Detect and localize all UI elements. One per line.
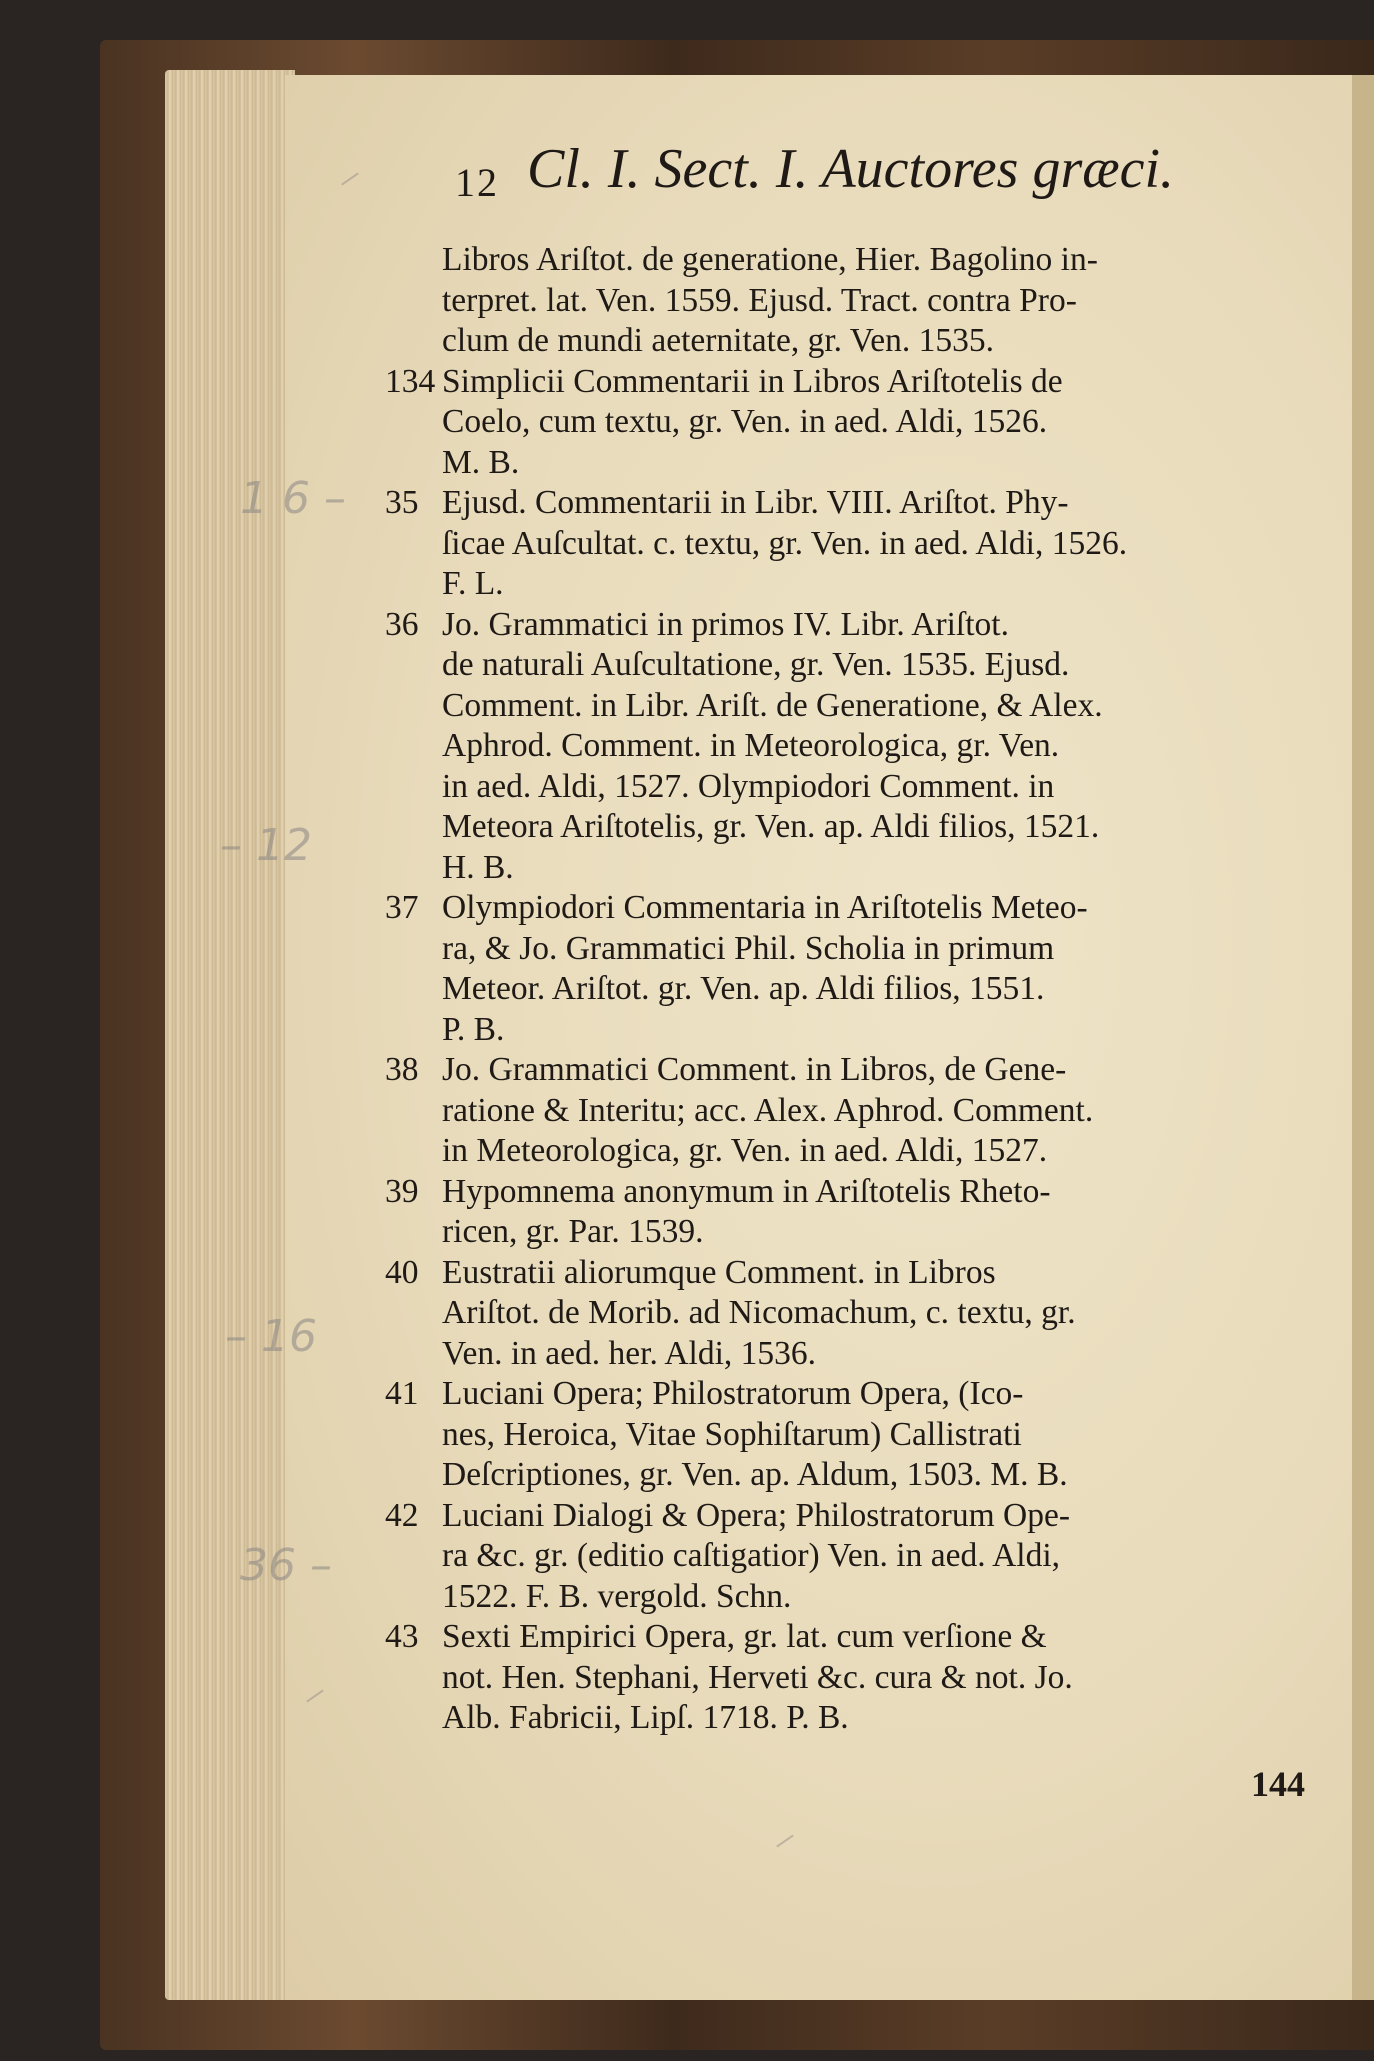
entry-text: in Meteorologica, gr. Ven. in aed. Aldi, 1527.	[442, 1132, 1048, 1169]
entry-number: 134	[385, 362, 436, 400]
margin-note: – 12	[220, 820, 312, 871]
entry-text: Olympiodori Commentaria in Ariſtotelis Meteo-	[442, 889, 1088, 926]
entry-line	[385, 1212, 1285, 1253]
entry-number: 43	[385, 1618, 419, 1655]
entry-line	[385, 443, 1285, 484]
pencil-mark	[341, 172, 359, 185]
entry-text: in aed. Aldi, 1527. Olympiodori Comment. in	[442, 767, 1055, 805]
entry-line	[385, 1131, 1285, 1172]
entry-line	[385, 726, 1285, 767]
entry-text: Jo. Grammatici Comment. in Libros, de Gene-	[442, 1051, 1067, 1088]
entry-text: P. B.	[442, 1010, 505, 1048]
entry-text: Libros Ariſtot. de generatione, Hier. Bagolino in-	[442, 241, 1098, 278]
entry-line	[385, 1455, 1285, 1496]
entry-line	[385, 1091, 1285, 1132]
entry-text: Aphrod. Comment. in Meteorologica, gr. Ven.	[442, 727, 1060, 764]
entry-text: Sexti Empirici Opera, gr. lat. cum verſione &	[442, 1618, 1047, 1655]
entry-text: Meteor. Ariſtot. gr. Ven. ap. Aldi filios, 1551.	[442, 970, 1045, 1007]
entry-text: ricen, gr. Par. 1539.	[442, 1213, 704, 1250]
entry-line	[385, 605, 1285, 646]
entry-number: 40	[385, 1253, 419, 1291]
margin-note: 1 6 –	[240, 473, 346, 524]
entry-line	[385, 848, 1285, 889]
entry-line	[385, 645, 1285, 686]
entry-line	[385, 240, 1285, 281]
entry-line	[385, 929, 1285, 970]
entry-line	[385, 402, 1285, 443]
entry-line	[385, 1334, 1285, 1375]
entry-text: ra, & Jo. Grammatici Phil. Scholia in primum	[442, 929, 1055, 967]
page-edge-right	[1352, 75, 1374, 2000]
page-number: 12	[455, 160, 499, 205]
entry-text: ra &c. gr. (editio caſtigatior) Ven. in aed. Aldi,	[442, 1537, 1061, 1574]
entry-text: Jo. Grammatici in primos IV. Libr. Ariſtot.	[442, 605, 1009, 643]
entry-text: H. B.	[442, 848, 514, 886]
entry-text: F. L.	[442, 565, 504, 602]
entry-text: Hypomnema anonymum in Ariſtotelis Rheto-	[442, 1172, 1051, 1210]
entry-text: Ejusd. Commentarii in Libr. VIII. Ariſtot. Phy-	[442, 484, 1069, 521]
entry-line	[385, 767, 1285, 808]
entry-number: 38	[385, 1051, 419, 1088]
pencil-mark	[306, 1689, 324, 1702]
entry-text: clum de mundi aeternitate, gr. Ven. 1535.	[442, 322, 994, 359]
entry-line	[385, 362, 1285, 403]
catalogue-entries	[385, 240, 1285, 1739]
entry-line	[385, 1577, 1285, 1618]
entry-line	[385, 1617, 1285, 1658]
entry-text: Eustratii aliorumque Comment. in Libros	[442, 1253, 996, 1291]
entry-text: de naturali Auſcultatione, gr. Ven. 1535. Ejusd.	[442, 646, 1070, 683]
entry-text: ſicae Auſcultat. c. textu, gr. Ven. in aed. Aldi, 1526.	[442, 524, 1128, 562]
entry-line	[385, 483, 1285, 524]
entry-number: 41	[385, 1375, 419, 1412]
entry-text: terpret. lat. Ven. 1559. Ejusd. Tract. contra Pro-	[442, 281, 1077, 319]
entry-number: 36	[385, 605, 419, 643]
entry-line	[385, 1536, 1285, 1577]
entry-line	[385, 1658, 1285, 1699]
entry-number: 42	[385, 1496, 419, 1534]
entry-number: 39	[385, 1172, 419, 1210]
entry-line	[385, 1050, 1285, 1091]
entry-text: nes, Heroica, Vitae Sophiſtarum) Callistrati	[442, 1415, 1022, 1453]
entry-line	[385, 1415, 1285, 1456]
entry-line	[385, 1496, 1285, 1537]
entry-line	[385, 888, 1285, 929]
margin-note: 36 –	[240, 1540, 332, 1591]
entry-number: 37	[385, 889, 419, 926]
entry-line	[385, 564, 1285, 605]
entry-line	[385, 1253, 1285, 1294]
entry-line	[385, 1293, 1285, 1334]
page-header	[455, 137, 1295, 217]
entry-line	[385, 1172, 1285, 1213]
book-page	[220, 75, 1365, 2000]
entry-text: Ariſtot. de Morib. ad Nicomachum, c. textu, gr.	[442, 1294, 1076, 1331]
entry-text: not. Hen. Stephani, Herveti &c. cura & not. Jo.	[442, 1658, 1073, 1696]
entry-text: 1522. F. B. vergold. Schn.	[442, 1577, 792, 1615]
entry-line	[385, 969, 1285, 1010]
entry-text: Luciani Dialogi & Opera; Philostratorum Ope-	[442, 1496, 1070, 1534]
entry-text: Simplicii Commentarii in Libros Ariſtotelis de	[442, 362, 1063, 400]
entry-line	[385, 1010, 1285, 1051]
entry-text: ratione & Interitu; acc. Alex. Aphrod. Comment.	[442, 1091, 1094, 1129]
entry-text: Ven. in aed. her. Aldi, 1536.	[442, 1334, 817, 1372]
entry-text: Alb. Fabricii, Lipſ. 1718. P. B.	[442, 1699, 849, 1736]
entry-text: Coelo, cum textu, gr. Ven. in aed. Aldi, 1526.	[442, 403, 1048, 440]
entry-line	[385, 524, 1285, 565]
pencil-mark	[776, 1834, 794, 1847]
entry-text: Meteora Ariſtotelis, gr. Ven. ap. Aldi filios, 1521.	[442, 808, 1100, 845]
entry-text: M. B.	[442, 443, 520, 481]
entry-text: Luciani Opera; Philostratorum Opera, (Ico-	[442, 1375, 1024, 1412]
running-title: Cl. I. Sect. I. Auctores græci.	[527, 138, 1175, 200]
entry-line	[385, 1698, 1285, 1739]
page-edges	[165, 70, 295, 2000]
signature-mark: 144	[1251, 1764, 1305, 1804]
entry-text: Deſcriptiones, gr. Ven. ap. Aldum, 1503. M. B.	[442, 1456, 1068, 1493]
margin-note: – 16	[225, 1311, 317, 1362]
entry-line	[385, 1374, 1285, 1415]
entry-number: 35	[385, 484, 419, 521]
entry-line	[385, 807, 1285, 848]
entry-line	[385, 281, 1285, 322]
entry-line	[385, 686, 1285, 727]
entry-line	[385, 321, 1285, 362]
entry-text: Comment. in Libr. Ariſt. de Generatione, & Alex.	[442, 686, 1103, 724]
